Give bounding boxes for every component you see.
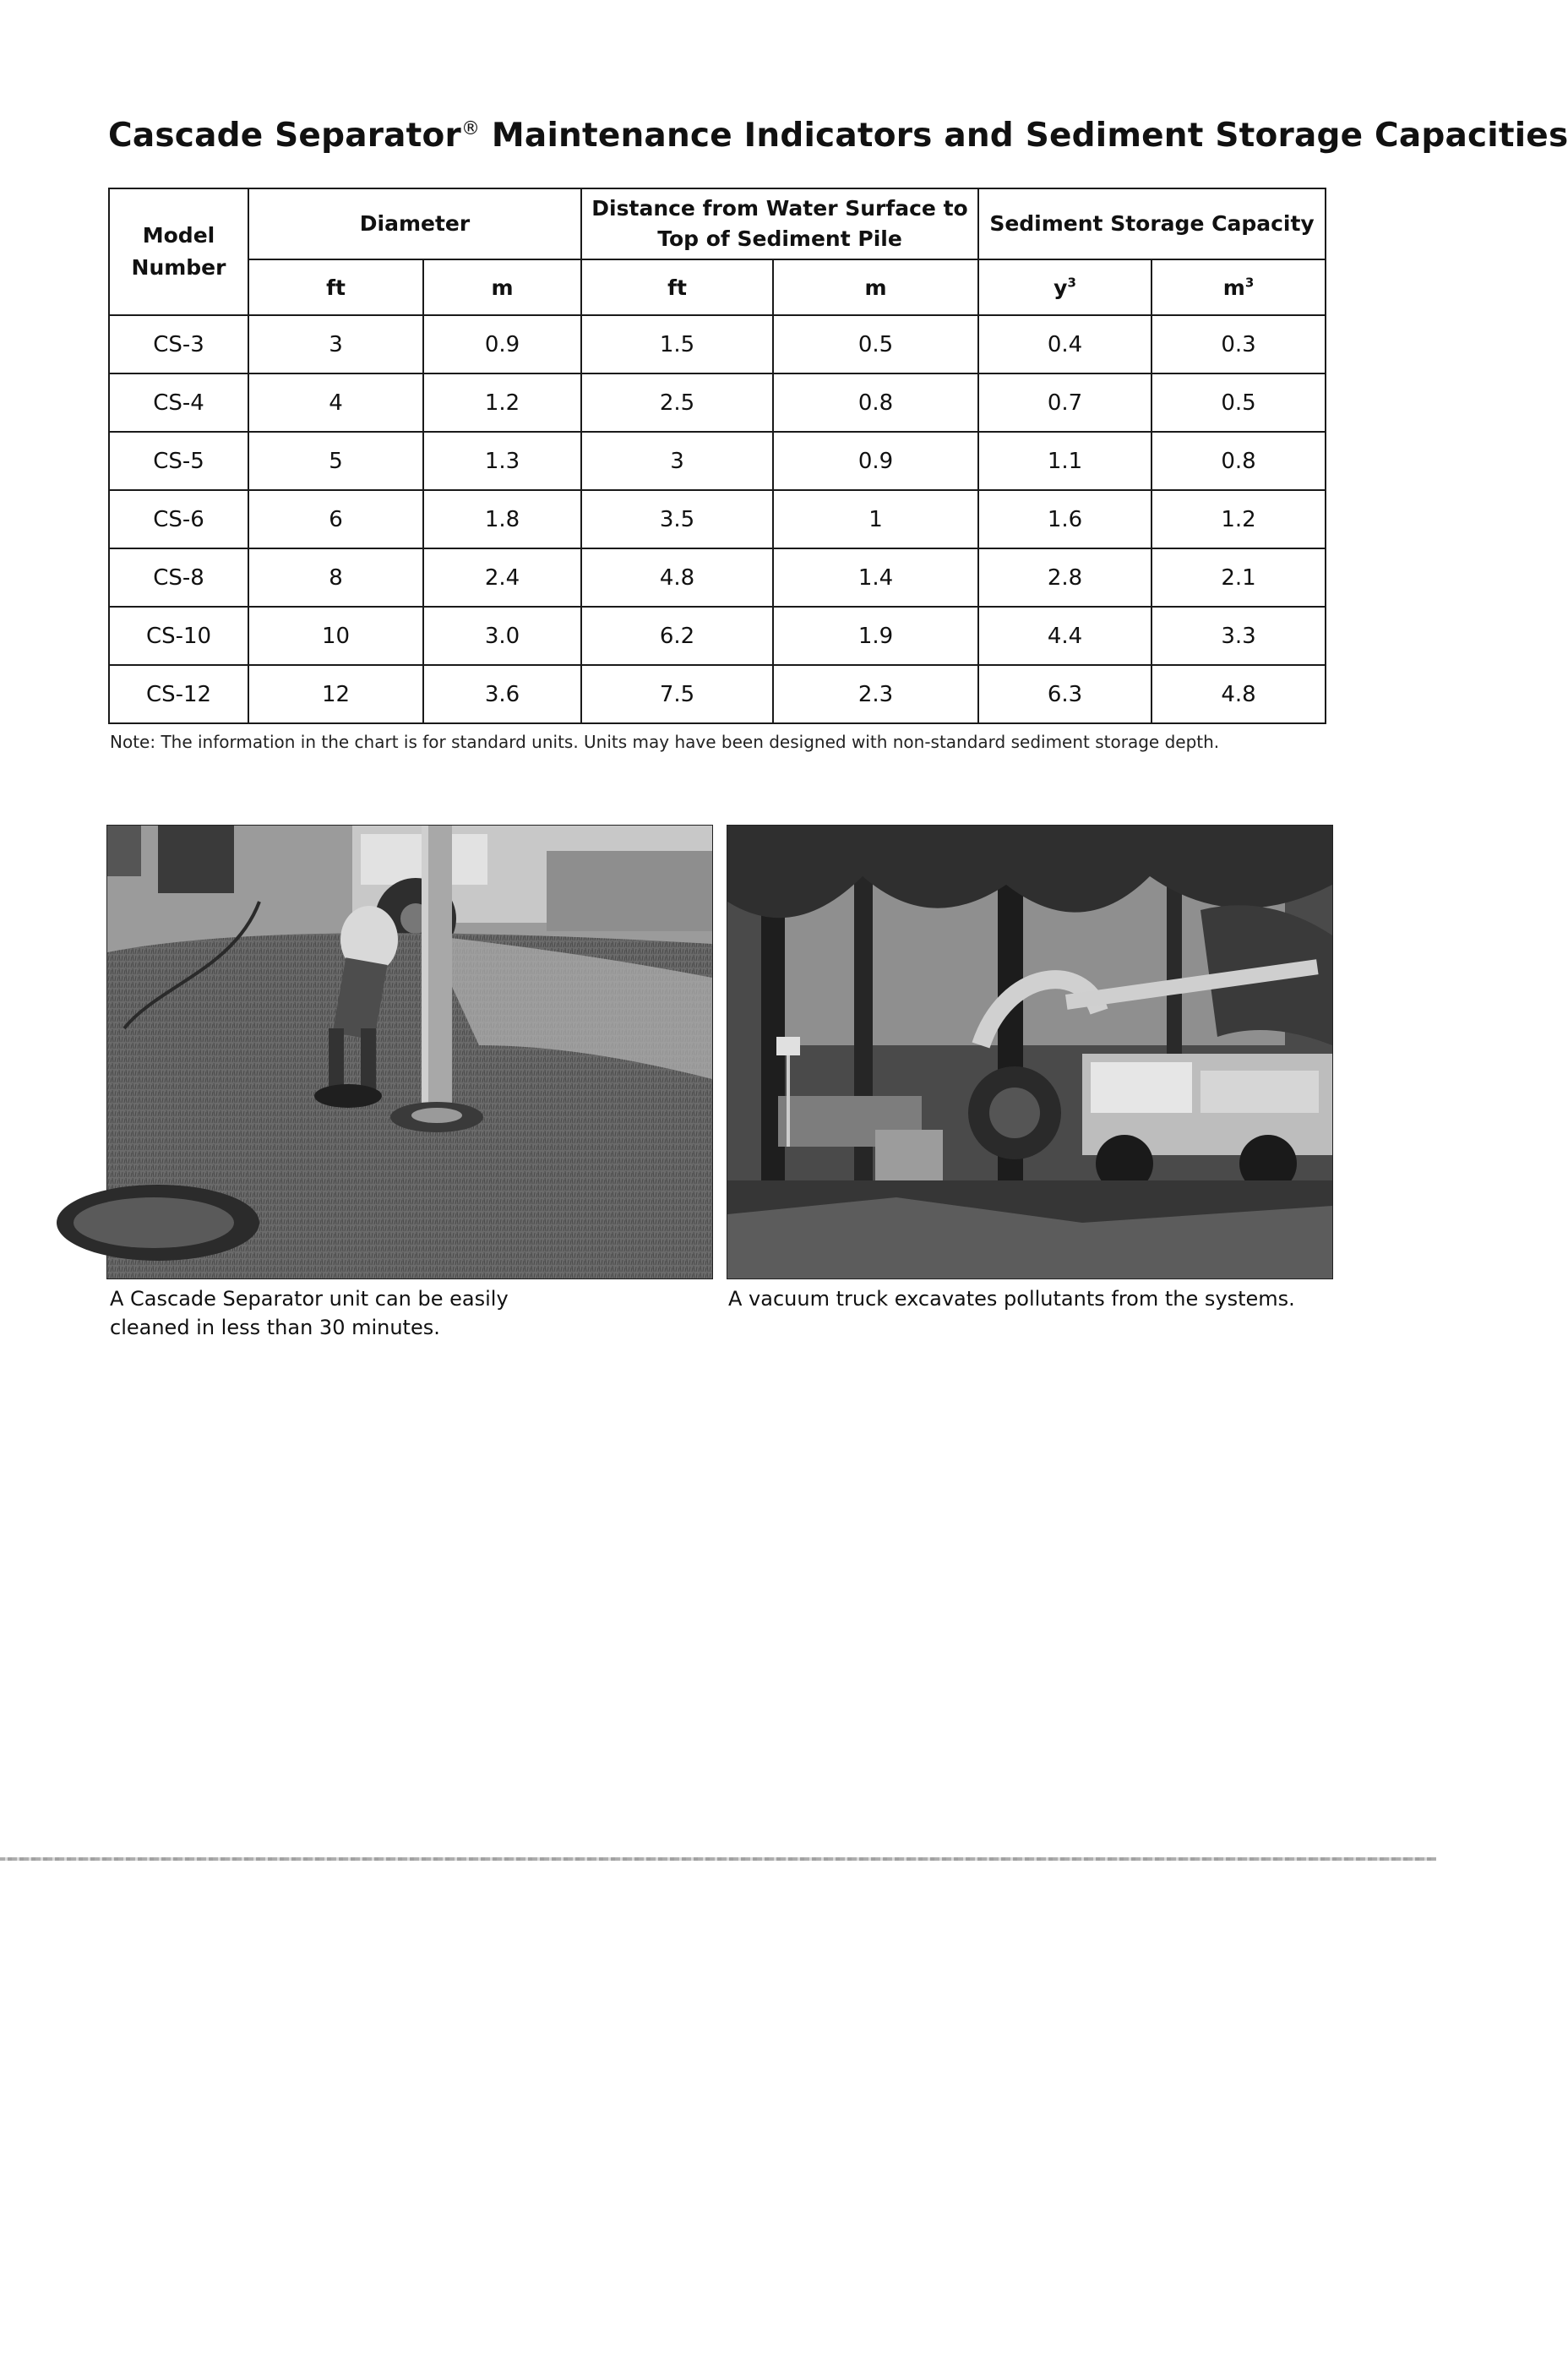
cell-diameter-m: 3.0 [423, 607, 581, 665]
cell-diameter-ft: 8 [248, 548, 423, 607]
cell-capacity-m3: 0.5 [1152, 373, 1326, 432]
cell-distance-m: 0.8 [773, 373, 978, 432]
table-row [109, 432, 1326, 490]
header-unit-row [109, 259, 1326, 315]
unit-y-exponent: 3 [1067, 275, 1076, 291]
table-row [109, 373, 1326, 432]
table-row [109, 490, 1326, 548]
cell-distance-m: 0.5 [773, 315, 978, 373]
photo-vacuum-truck-illustration [727, 826, 1332, 1278]
cell-capacity-m3: 3.3 [1152, 607, 1326, 665]
cell-model: CS-5 [109, 432, 248, 490]
title-text-main: Cascade Separator [108, 117, 461, 155]
cell-distance-ft: 6.2 [581, 607, 773, 665]
cell-diameter-m: 1.8 [423, 490, 581, 548]
cell-distance-m: 1.4 [773, 548, 978, 607]
cell-capacity-m3: 0.3 [1152, 315, 1326, 373]
cell-distance-m: 0.9 [773, 432, 978, 490]
cell-capacity-y3: 4.4 [978, 607, 1152, 665]
title-text-rest: Maintenance Indicators and Sediment Storage Capacities [480, 117, 1568, 155]
table-row [109, 548, 1326, 607]
table-row [109, 315, 1326, 373]
distance-header-line2: Top of Sediment Pile [657, 226, 902, 251]
cell-diameter-ft: 4 [248, 373, 423, 432]
cell-distance-m: 1 [773, 490, 978, 548]
unit-diameter-m: m [423, 259, 581, 315]
cell-capacity-m3: 1.2 [1152, 490, 1326, 548]
unit-m-base: m [1222, 275, 1245, 300]
photo-worker-illustration [107, 826, 712, 1278]
cell-capacity-m3: 2.1 [1152, 548, 1326, 607]
cell-diameter-ft: 10 [248, 607, 423, 665]
table-row [109, 607, 1326, 665]
unit-capacity-cubic-yards [978, 259, 1152, 315]
maintenance-table [108, 188, 1326, 724]
table-row [109, 665, 1326, 723]
distance-header-line1: Distance from Water Surface to [591, 196, 968, 221]
cell-diameter-m: 1.2 [423, 373, 581, 432]
page-title [108, 117, 1568, 155]
cell-capacity-m3: 0.8 [1152, 432, 1326, 490]
cell-distance-m: 1.9 [773, 607, 978, 665]
cell-diameter-m: 1.3 [423, 432, 581, 490]
cell-diameter-ft: 6 [248, 490, 423, 548]
unit-distance-m: m [773, 259, 978, 315]
left-photo-caption: A Cascade Separator unit can be easily cleaned in less than 30 minutes. [110, 1287, 509, 1339]
cell-diameter-m: 0.9 [423, 315, 581, 373]
unit-capacity-cubic-meters [1152, 259, 1326, 315]
header-group-row [109, 188, 1326, 259]
cell-capacity-y3: 0.4 [978, 315, 1152, 373]
diameter-header: Diameter [248, 188, 581, 259]
cell-diameter-ft: 3 [248, 315, 423, 373]
cell-diameter-m: 2.4 [423, 548, 581, 607]
cell-model: CS-3 [109, 315, 248, 373]
model-number-header: Model Number [109, 188, 248, 315]
cell-distance-ft: 1.5 [581, 315, 773, 373]
photo-vacuum-truck [727, 825, 1333, 1279]
cell-capacity-y3: 2.8 [978, 548, 1152, 607]
unit-distance-ft: ft [581, 259, 773, 315]
unit-y-base: y [1054, 275, 1068, 300]
unit-diameter-ft: ft [248, 259, 423, 315]
unit-m-exponent: 3 [1244, 275, 1255, 291]
cell-distance-ft: 3.5 [581, 490, 773, 548]
cell-diameter-ft: 5 [248, 432, 423, 490]
cell-capacity-m3: 4.8 [1152, 665, 1326, 723]
cell-diameter-m: 3.6 [423, 665, 581, 723]
scan-artifact-line [0, 1857, 1436, 1861]
cell-distance-ft: 4.8 [581, 548, 773, 607]
cell-model: CS-4 [109, 373, 248, 432]
cell-model: CS-12 [109, 665, 248, 723]
cell-model: CS-6 [109, 490, 248, 548]
cell-model: CS-10 [109, 607, 248, 665]
registered-mark: ® [460, 118, 481, 139]
table-note: Note: The information in the chart is for standard units. Units may have been designed with non-standard sediment storage depth. [110, 732, 1220, 752]
cell-distance-m: 2.3 [773, 665, 978, 723]
cell-distance-ft: 3 [581, 432, 773, 490]
cell-capacity-y3: 1.1 [978, 432, 1152, 490]
cell-capacity-y3: 6.3 [978, 665, 1152, 723]
right-photo-caption: A vacuum truck excavates pollutants from the systems. [728, 1287, 1295, 1311]
cell-capacity-y3: 0.7 [978, 373, 1152, 432]
capacity-header: Sediment Storage Capacity [978, 188, 1326, 259]
cell-distance-ft: 7.5 [581, 665, 773, 723]
cell-capacity-y3: 1.6 [978, 490, 1152, 548]
distance-header [581, 188, 978, 259]
cell-model: CS-8 [109, 548, 248, 607]
photo-worker-cleaning-unit [106, 825, 713, 1279]
cell-distance-ft: 2.5 [581, 373, 773, 432]
cell-diameter-ft: 12 [248, 665, 423, 723]
